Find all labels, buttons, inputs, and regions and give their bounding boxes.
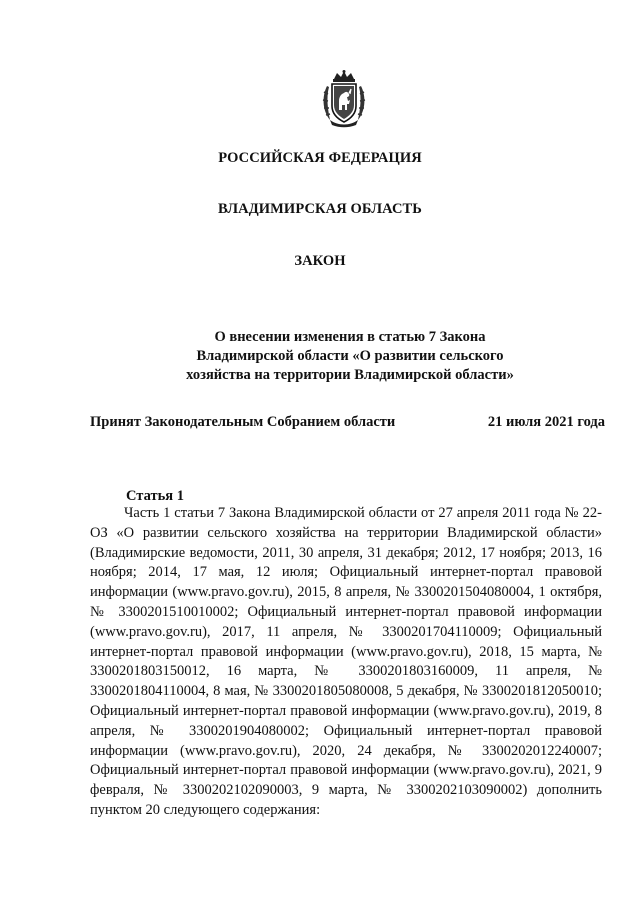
law-title-line: Владимирской области «О развитии сельского — [196, 348, 504, 364]
coat-of-arms-icon — [320, 70, 368, 128]
law-title-line: О внесении изменения в статью 7 Закона — [214, 329, 486, 345]
adoption-date: 21 июля 2021 года — [487, 414, 605, 430]
article-heading: Статья 1 — [126, 488, 184, 504]
adoption-line — [90, 414, 605, 431]
document-type-heading: ЗАКОН — [294, 253, 346, 269]
region-heading: ВЛАДИМИРСКАЯ ОБЛАСТЬ — [218, 201, 422, 217]
article-body-text: Часть 1 статьи 7 Закона Владимирской области от 27 апреля 2011 года № 22-ОЗ «О развитии сельского хозяйства на территории Владимирской области» (Владимирские ведомости, 2011, 30 апреля, 31 декабря; 2012, 17 ноября; 2013, 16 ноября; 2014, 17 мая, 12 июля; Официальный интернет-портал правовой информации (www.pravo.gov.ru), 2015, 8 апреля, № 3300201504080004, 1 октября, № 3300201510010002; Официальный интернет-портал правовой информации (www.pravo.gov.ru), 2017, 11 апреля, № 3300201704110009; Официальный интернет-портал правовой информации (www.pravo.gov.ru), 2018, 15 марта, № 3300201803150012, 16 марта, № 3300201803160009, 11 апреля, № 3300201804110004, 8 мая, № 3300201805080008, 5 декабря, № 3300201812050010; Официальный интернет-портал правовой информации (www.pravo.gov.ru), 2019, 8 апреля, № 3300201904080002; Официальный интернет-портал правовой информации (www.pravo.gov.ru), 2020, 24 декабря, № 3300202012240007; Официальный интернет-портал правовой информации (www.pravo.gov.ru), 2021, 9 февраля, № 3300202102090003, 9 марта, № 3300202103090002) дополнить пунктом 20 следующего содержания: — [90, 505, 602, 818]
coat-of-arms-graphic — [320, 70, 368, 128]
country-heading: РОССИЙСКАЯ ФЕДЕРАЦИЯ — [218, 150, 422, 166]
law-title — [120, 328, 580, 385]
law-title-line: хозяйства на территории Владимирской области» — [186, 367, 514, 383]
adoption-text: Принят Законодательным Собранием области — [90, 414, 396, 430]
